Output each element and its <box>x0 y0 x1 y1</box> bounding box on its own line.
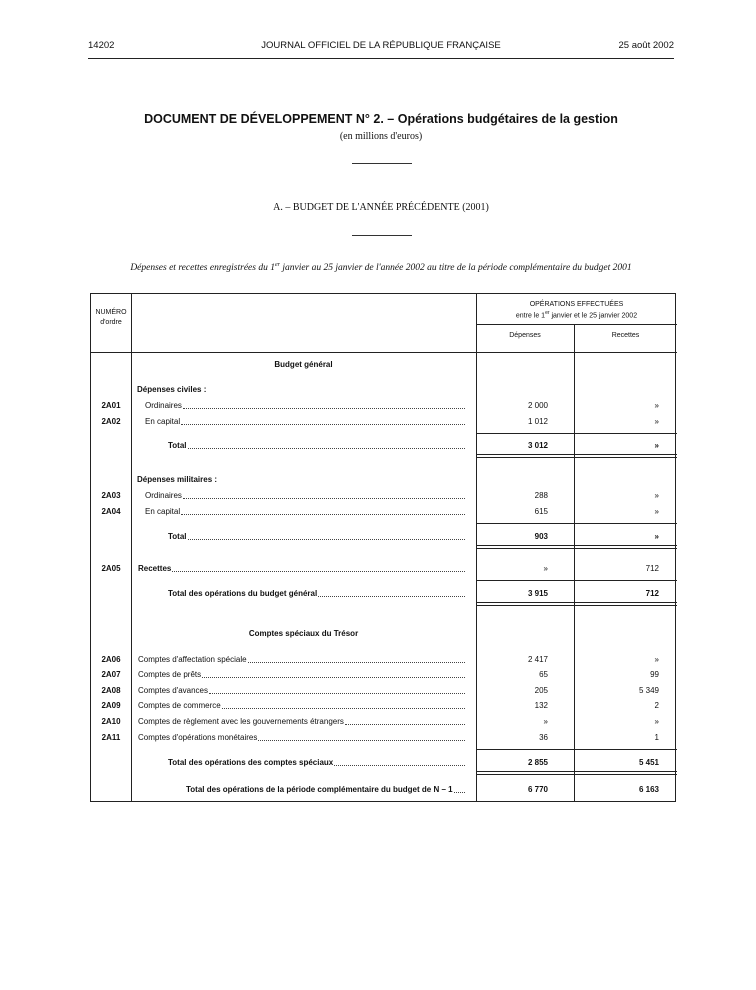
table-row: 2A06 Comptes d'affectation spéciale 2 417 » <box>101 655 659 664</box>
double-rule <box>476 602 677 606</box>
separator-dash <box>352 163 412 164</box>
page-header <box>88 40 674 56</box>
table-row: 2A05 Recettes » 712 <box>101 564 659 573</box>
total-row: Total des opérations du budget général 3 915 712 <box>168 589 659 598</box>
grand-total-row: Total des opérations de la période complémentaire du budget de N – 1 6 770 6 163 <box>186 785 659 794</box>
subtotal-rule <box>476 523 677 524</box>
table-row: 2A04 En capital 615 » <box>101 507 659 516</box>
subtotal-rule <box>476 580 677 581</box>
subtotal-rule <box>476 749 677 750</box>
table-row: 2A07 Comptes de prêts 65 99 <box>101 670 659 679</box>
table-caption: Dépenses et recettes enregistrées du 1er janvier au 25 janvier de l'année 2002 au titre de la période complémentaire du budget 2001 <box>130 262 632 274</box>
header-rule <box>88 58 674 59</box>
total-row: Total des opérations des comptes spéciaux 2 855 5 451 <box>168 758 659 767</box>
double-rule <box>476 454 677 458</box>
header-operations: OPÉRATIONS EFFECTUÉES entre le 1er janvier et le 25 janvier 2002 <box>515 301 638 320</box>
header-recettes: Recettes <box>611 332 640 339</box>
double-rule <box>476 545 677 549</box>
header-depenses: Dépenses <box>509 332 541 339</box>
document-title: DOCUMENT DE DÉVELOPPEMENT N° 2. – Opérations budgétaires de la gestion <box>144 112 618 126</box>
total-row: Total 903 » <box>168 532 659 541</box>
group-depenses-civiles: Dépenses civiles : <box>137 385 207 394</box>
header-numero: NUMÉRO d'ordre <box>95 309 127 326</box>
page-number: 14202 <box>88 40 115 51</box>
subtotal-rule <box>476 433 677 434</box>
section-comptes-speciaux: Comptes spéciaux du Trésor <box>248 629 359 638</box>
journal-title: JOURNAL OFFICIEL DE LA RÉPUBLIQUE FRANÇAISE <box>261 40 501 51</box>
table-row: 2A01 Ordinaires 2 000 » <box>101 401 659 410</box>
separator-dash <box>352 235 412 236</box>
total-row: Total 3 012 » <box>168 441 659 450</box>
table-row: 2A02 En capital 1 012 » <box>101 417 659 426</box>
header-rule <box>476 324 677 325</box>
group-depenses-militaires: Dépenses militaires : <box>137 475 218 484</box>
double-rule <box>476 771 677 775</box>
table-row: 2A09 Comptes de commerce 132 2 <box>101 701 659 710</box>
table-row: 2A03 Ordinaires 288 » <box>101 491 659 500</box>
table-row: 2A11 Comptes d'opérations monétaires 36 1 <box>101 733 659 742</box>
section-heading: A. – BUDGET DE L'ANNÉE PRÉCÉDENTE (2001) <box>273 202 489 213</box>
section-budget-general: Budget général <box>274 360 333 369</box>
issue-date: 25 août 2002 <box>618 40 674 51</box>
header-bottom-rule <box>91 352 677 353</box>
document-subtitle: (en millions d'euros) <box>339 131 423 142</box>
table-row: 2A10 Comptes de règlement avec les gouvernements étrangers » » <box>101 717 659 726</box>
table-row: 2A08 Comptes d'avances 205 5 349 <box>101 686 659 695</box>
budget-table <box>90 293 676 802</box>
